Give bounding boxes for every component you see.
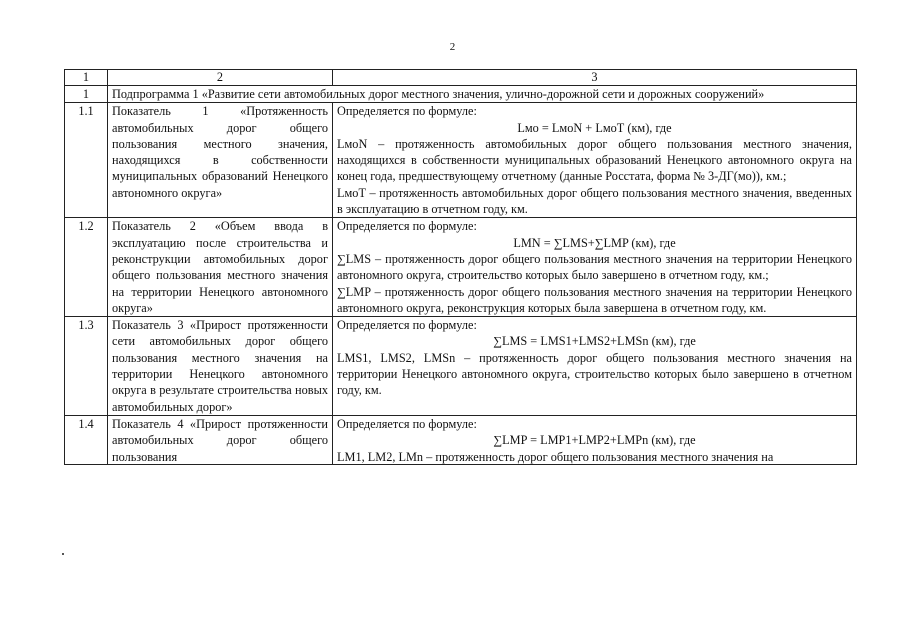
formula-cell (333, 317, 857, 416)
header-col-1: 1 (65, 70, 108, 86)
formula-definition: LM1, LM2, LMn – протяженность дорог общего пользования местного значения на (337, 449, 774, 464)
formula-intro: Определяется по формуле: (337, 104, 477, 119)
formula-definition: ∑LMP – протяженность дорог общего пользования местного значения на территории Ненецкого автономного округа, реконструкция которых была завершена в отчетном году, км. (337, 284, 852, 315)
table-header-row (65, 70, 857, 86)
indicator-name (108, 415, 333, 464)
row-number: 1.2 (65, 218, 108, 317)
table-row (65, 103, 857, 218)
formula: ∑LMP = LMP1+LMP2+LMPn (км), где (493, 433, 696, 448)
indicator-name: Показатель 1 «Протяженность автомобильных дорог общего пользования местного значения, находящихся в собственности муниципальных образований Ненецкого автономного округа» (108, 103, 333, 218)
formula-cell (333, 415, 857, 464)
row-number (65, 415, 108, 464)
formula-intro: Определяется по формуле: (337, 318, 477, 333)
header-col-3: 3 (333, 70, 857, 86)
formula-cell-clip (337, 416, 852, 464)
formula: ∑LMS = LMS1+LMS2+LMSn (км), где (493, 334, 696, 349)
scan-speck (62, 553, 64, 555)
indicator-name: Показатель 3 «Прирост протяженности сети автомобильных дорог общего пользования местного значения на территории Ненецкого автономного округа в результате строительства новых автомобильных дорог» (108, 317, 333, 416)
section-number: 1 (65, 86, 108, 103)
formula: LMN = ∑LMS+∑LMP (км), где (513, 235, 676, 250)
formula-cell (333, 218, 857, 317)
formula-definition: LмоТ – протяженность автомобильных дорог общего пользования местного значения, введенных в эксплуатацию в отчетном году, км. (337, 185, 852, 217)
section-row (65, 86, 857, 103)
formula-definition: ∑LMS – протяженность дорог общего пользования местного значения на территории Ненецкого автономного округа, строительство которых было завершено в отчетном году, км.; (337, 251, 852, 283)
row-number: 1.1 (65, 103, 108, 218)
formula-definition: LмоN – протяженность автомобильных дорог общего пользования местного значения, находящихся в собственности муниципальных образований Ненецкого автономного округа на конец года, предшествующему отчетному (данные Росстата, форма № 3-ДГ(мо)), км.; (337, 136, 852, 184)
row-number-text: 1.4 (78, 416, 94, 431)
formula-intro: Определяется по формуле: (337, 416, 477, 431)
page-number: 2 (449, 41, 456, 53)
section-title: Подпрограмма 1 «Развитие сети автомобильных дорог местного значения, улично-дорожной сети и дорожных сооружений» (108, 86, 857, 103)
indicator-name: Показатель 2 «Объем ввода в эксплуатацию после строительства и реконструкции автомобильных дорог общего пользования местного значения на территории Ненецкого автономного округа» (108, 218, 333, 317)
indicator-table (64, 69, 857, 465)
header-col-2: 2 (108, 70, 333, 86)
formula-intro: Определяется по формуле: (337, 219, 477, 234)
row-number: 1.3 (65, 317, 108, 416)
formula: Lмо = LмоN + LмоТ (км), где (517, 120, 672, 135)
formula-cell (333, 103, 857, 218)
formula-definition: LMS1, LMS2, LMSn – протяженность дорог общего пользования местного значения на территории Ненецкого автономного округа, строительство которых было завершено в отчетном году, км. (337, 350, 852, 398)
table-row (65, 218, 857, 317)
table-row (65, 317, 857, 416)
table-row (65, 415, 857, 464)
indicator-name-text: Показатель 4 «Прирост протяженности автомобильных дорог общего пользования (112, 416, 328, 464)
